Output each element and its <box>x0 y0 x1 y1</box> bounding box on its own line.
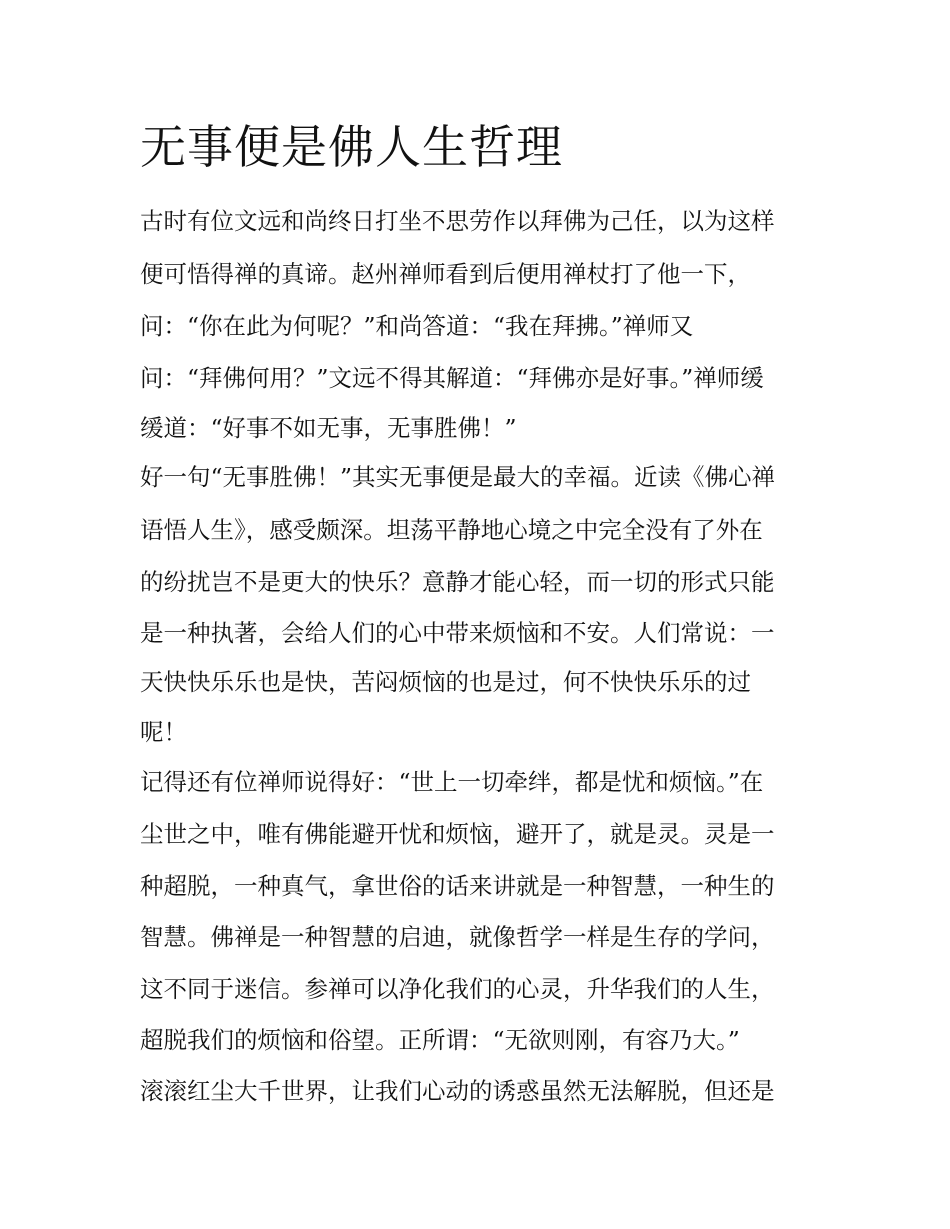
body-line: 是一种执著，会给人们的心中带来烦恼和不安。人们常说：一 <box>140 619 775 647</box>
body-line: 问：“你在此为何呢？”和尚答道：“我在拜拂。”禅师又 <box>140 312 694 340</box>
body-line: 呢！ <box>140 718 187 746</box>
body-line: 天快快乐乐也是快，苦闷烦恼的也是过，何不快快乐乐的过 <box>140 668 751 696</box>
body-line: 缓道：“好事不如无事，无事胜佛！” <box>140 414 517 442</box>
body-line: 滚滚红尘大千世界，让我们心动的诱惑虽然无法解脱，但还是 <box>140 1077 775 1105</box>
body-line: 尘世之中，唯有佛能避开忧和烦恼，避开了，就是灵。灵是一 <box>140 820 775 848</box>
body-line: 语悟人生》，感受颇深。坦荡平静地心境之中完全没有了外在 <box>140 516 763 544</box>
body-line: 记得还有位禅师说得好：“世上一切牵绊，都是忧和烦恼。”在 <box>140 768 764 796</box>
body-line: 这不同于迷信。参禅可以净化我们的心灵，升华我们的人生， <box>140 975 775 1003</box>
body-line: 超脱我们的烦恼和俗望。正所谓：“无欲则刚，有容乃大。” <box>140 1026 740 1054</box>
body-line: 的纷扰岂不是更大的快乐？意静才能心轻，而一切的形式只能 <box>140 568 775 596</box>
body-line: 问：“拜佛何用？”文远不得其解道：“拜佛亦是好事。”禅师缓 <box>140 364 764 392</box>
body-line: 古时有位文远和尚终日打坐不思劳作以拜佛为己任，以为这样 <box>140 207 775 235</box>
body-line: 种超脱，一种真气，拿世俗的话来讲就是一种智慧，一种生的 <box>140 872 775 900</box>
body-line: 便可悟得禅的真谛。赵州禅师看到后便用禅杖打了他一下， <box>140 260 751 288</box>
body-line: 好一句“无事胜佛！”其实无事便是最大的幸福。近读《佛心禅 <box>140 463 776 491</box>
document-title: 无事便是佛人生哲理 <box>140 120 563 174</box>
body-line: 智慧。佛禅是一种智慧的启迪，就像哲学一样是生存的学问， <box>140 923 775 951</box>
